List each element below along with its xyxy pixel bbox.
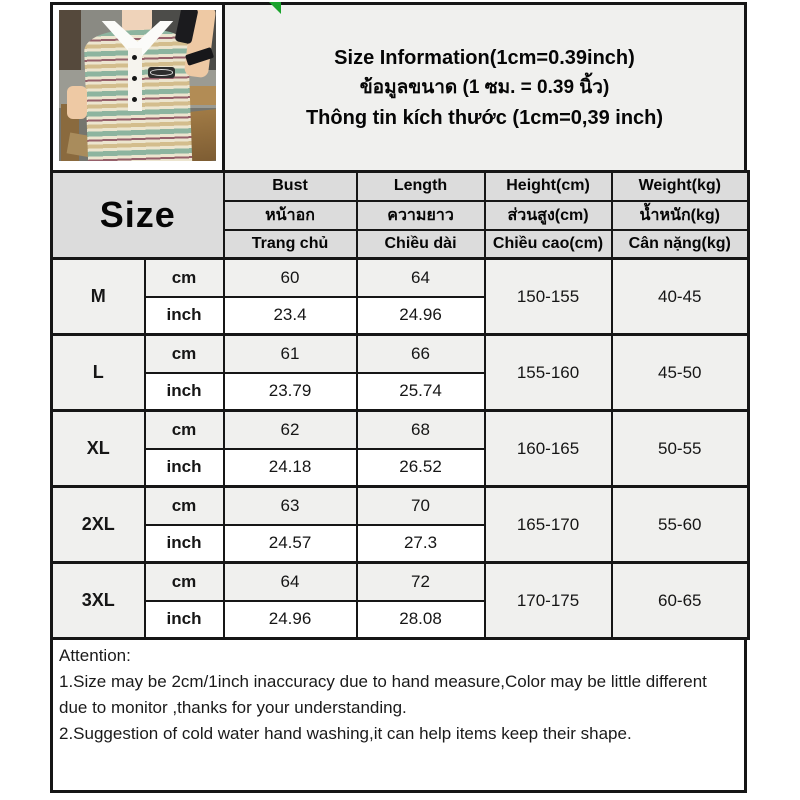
photo-chest-logo (148, 67, 175, 78)
product-photo (59, 10, 216, 161)
length-cm-3xl: 72 (357, 563, 485, 601)
col-header-length-vi: Chiều dài (357, 230, 485, 259)
unit-inch: inch (145, 373, 224, 411)
table-row (52, 335, 749, 373)
title-english: Size Information(1cm=0.39inch) (334, 46, 635, 69)
unit-cm: cm (145, 259, 224, 297)
unit-cm: cm (145, 411, 224, 449)
table-row (52, 563, 749, 601)
attention-heading: Attention: (59, 646, 131, 665)
bust-cm-m: 60 (224, 259, 357, 297)
size-table (50, 170, 750, 640)
weight-range-xl: 50-55 (612, 411, 749, 487)
content-column (50, 2, 747, 793)
title-cell (225, 5, 744, 170)
height-range-l: 155-160 (485, 335, 612, 411)
size-label-xl: XL (52, 411, 145, 487)
table-row (52, 411, 749, 449)
table-row (52, 487, 749, 525)
bust-cm-3xl: 64 (224, 563, 357, 601)
length-inch-3xl: 28.08 (357, 601, 485, 639)
photo-button (132, 97, 137, 102)
bust-cm-l: 61 (224, 335, 357, 373)
attention-line-2: 2.Suggestion of cold water hand washing,it can help items keep their shape. (59, 724, 632, 743)
height-range-m: 150-155 (485, 259, 612, 335)
unit-cm: cm (145, 487, 224, 525)
length-cm-m: 64 (357, 259, 485, 297)
unit-cm: cm (145, 335, 224, 373)
length-inch-2xl: 27.3 (357, 525, 485, 563)
col-header-weight-th: น้ำหนัก(kg) (612, 201, 749, 230)
photo-left-arm (67, 86, 87, 119)
col-header-weight-en: Weight(kg) (612, 172, 749, 201)
bust-inch-3xl: 24.96 (224, 601, 357, 639)
col-header-weight-vi: Cân nặng(kg) (612, 230, 749, 259)
bust-cm-2xl: 63 (224, 487, 357, 525)
col-header-bust-en: Bust (224, 172, 357, 201)
weight-range-l: 45-50 (612, 335, 749, 411)
attention-line-1: 1.Size may be 2cm/1inch inaccuracy due to hand measure,Color may be little different due to monitor ,thanks for your understanding. (59, 672, 707, 717)
col-header-height-vi: Chiều cao(cm) (485, 230, 612, 259)
photo-button (132, 55, 137, 60)
bust-inch-l: 23.79 (224, 373, 357, 411)
length-cm-xl: 68 (357, 411, 485, 449)
unit-inch: inch (145, 601, 224, 639)
height-range-2xl: 165-170 (485, 487, 612, 563)
size-label-3xl: 3XL (52, 563, 145, 639)
bust-cm-xl: 62 (224, 411, 357, 449)
col-header-height-en: Height(cm) (485, 172, 612, 201)
size-label-l: L (52, 335, 145, 411)
height-range-xl: 160-165 (485, 411, 612, 487)
green-corner-flag-icon (269, 2, 281, 14)
col-header-bust-th: หน้าอก (224, 201, 357, 230)
col-header-length-th: ความยาว (357, 201, 485, 230)
length-cm-2xl: 70 (357, 487, 485, 525)
weight-range-3xl: 60-65 (612, 563, 749, 639)
weight-range-m: 40-45 (612, 259, 749, 335)
photo-button (132, 76, 137, 81)
size-label-m: M (52, 259, 145, 335)
weight-range-2xl: 55-60 (612, 487, 749, 563)
unit-inch: inch (145, 297, 224, 335)
length-inch-m: 24.96 (357, 297, 485, 335)
size-label-2xl: 2XL (52, 487, 145, 563)
col-header-length-en: Length (357, 172, 485, 201)
col-header-height-th: ส่วนสูง(cm) (485, 201, 612, 230)
unit-cm: cm (145, 563, 224, 601)
top-block (50, 2, 747, 170)
unit-inch: inch (145, 449, 224, 487)
table-row (52, 259, 749, 297)
length-cm-l: 66 (357, 335, 485, 373)
bust-inch-xl: 24.18 (224, 449, 357, 487)
col-header-bust-vi: Trang chủ (224, 230, 357, 259)
height-range-3xl: 170-175 (485, 563, 612, 639)
title-thai: ข้อมูลขนาด (1 ซม. = 0.39 นิ้ว) (359, 76, 610, 98)
size-header: Size (52, 172, 224, 259)
attention-box (50, 640, 747, 793)
title-vietnamese: Thông tin kích thước (1cm=0,39 inch) (305, 106, 664, 129)
length-inch-l: 25.74 (357, 373, 485, 411)
photo-button-placket (128, 48, 142, 111)
product-photo-cell (53, 5, 225, 170)
length-inch-xl: 26.52 (357, 449, 485, 487)
bust-inch-2xl: 24.57 (224, 525, 357, 563)
unit-inch: inch (145, 525, 224, 563)
bust-inch-m: 23.4 (224, 297, 357, 335)
